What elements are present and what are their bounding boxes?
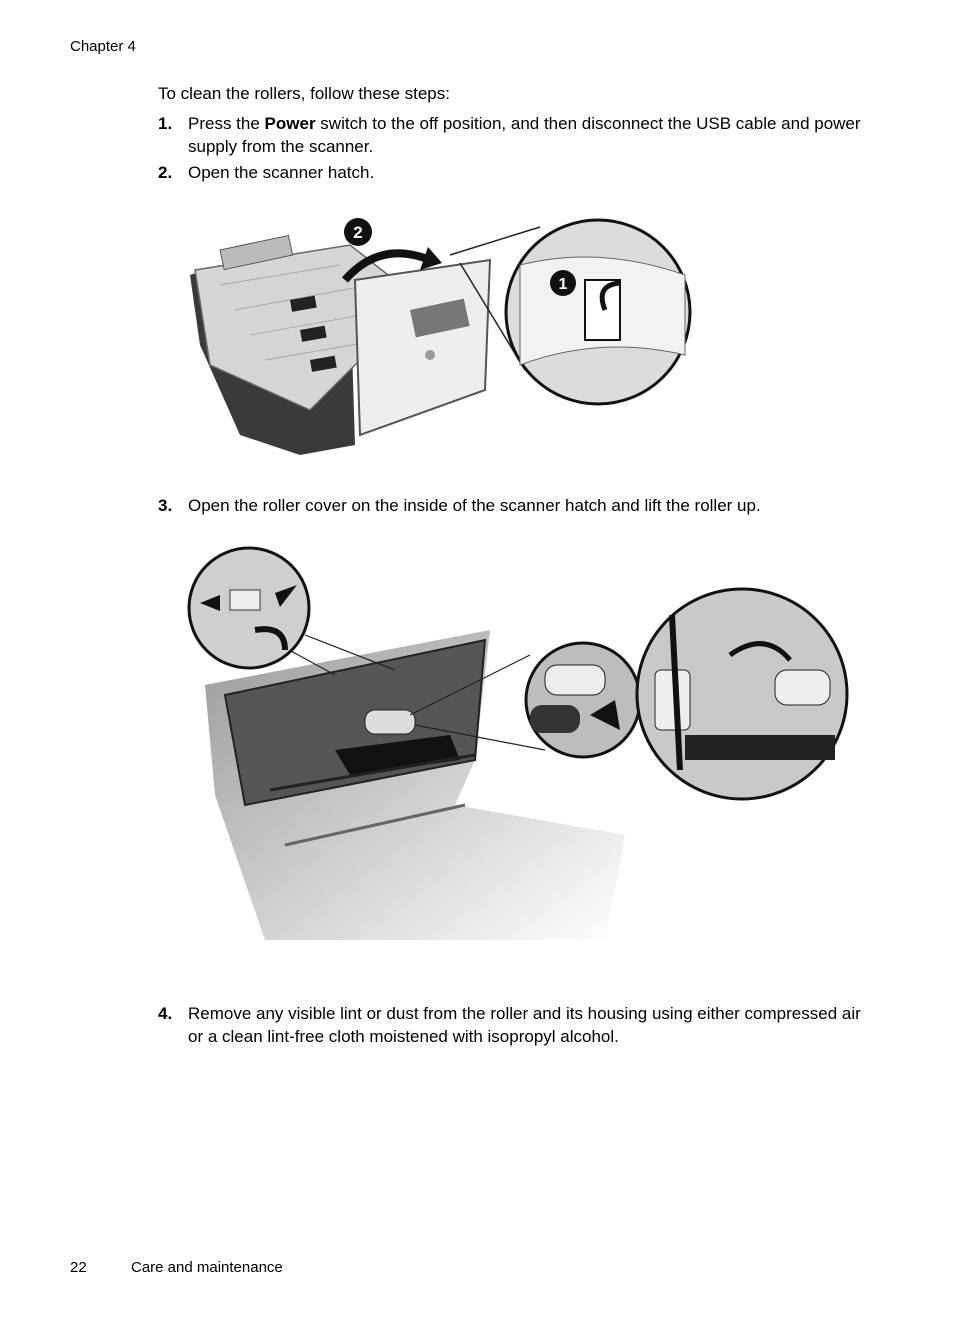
page-number: 22 [70,1259,87,1276]
scanner-hatch [355,260,490,435]
step-text: Open the roller cover on the inside of the scanner hatch and lift the roller up. [188,496,761,515]
step-text-bold: Power [264,114,316,133]
step-number: 2. [158,163,173,182]
figure-roller-cover [185,545,855,950]
intro-text: To clean the rollers, follow these steps: [158,84,450,103]
step-4 [158,1002,878,1048]
hp-logo [425,350,435,360]
step-2 [158,161,878,184]
step-text [188,112,878,158]
figure-open-hatch [180,205,700,460]
zoom-line [450,227,540,255]
step-text: Open the scanner hatch. [188,163,375,182]
roller-dark [530,705,580,733]
step-3 [158,494,878,517]
step-number: 1. [158,114,173,133]
cover-clip [230,590,260,610]
roller [365,710,415,734]
step-text: Remove any visible lint or dust from the roller and its housing using either compressed air or a clean lint-free cloth moistened with isopropyl alcohol. [188,1004,861,1046]
callout-2-label: 2 [353,223,363,242]
step-number: 3. [158,496,173,515]
zoom-circle-roller [526,643,640,757]
step-1 [158,112,878,158]
step-text-pre: Press the [188,114,265,133]
roller-housing [775,670,830,705]
callout-1-label: 1 [558,276,568,293]
roller-detail [545,665,605,695]
housing-bar [685,735,835,760]
step-number: 4. [158,1004,173,1023]
step-text-post: switch to the off position, and then disconnect the USB cable and power supply from the scanner. [188,114,861,156]
footer-title: Care and maintenance [131,1259,283,1276]
chapter-header: Chapter 4 [70,38,136,55]
